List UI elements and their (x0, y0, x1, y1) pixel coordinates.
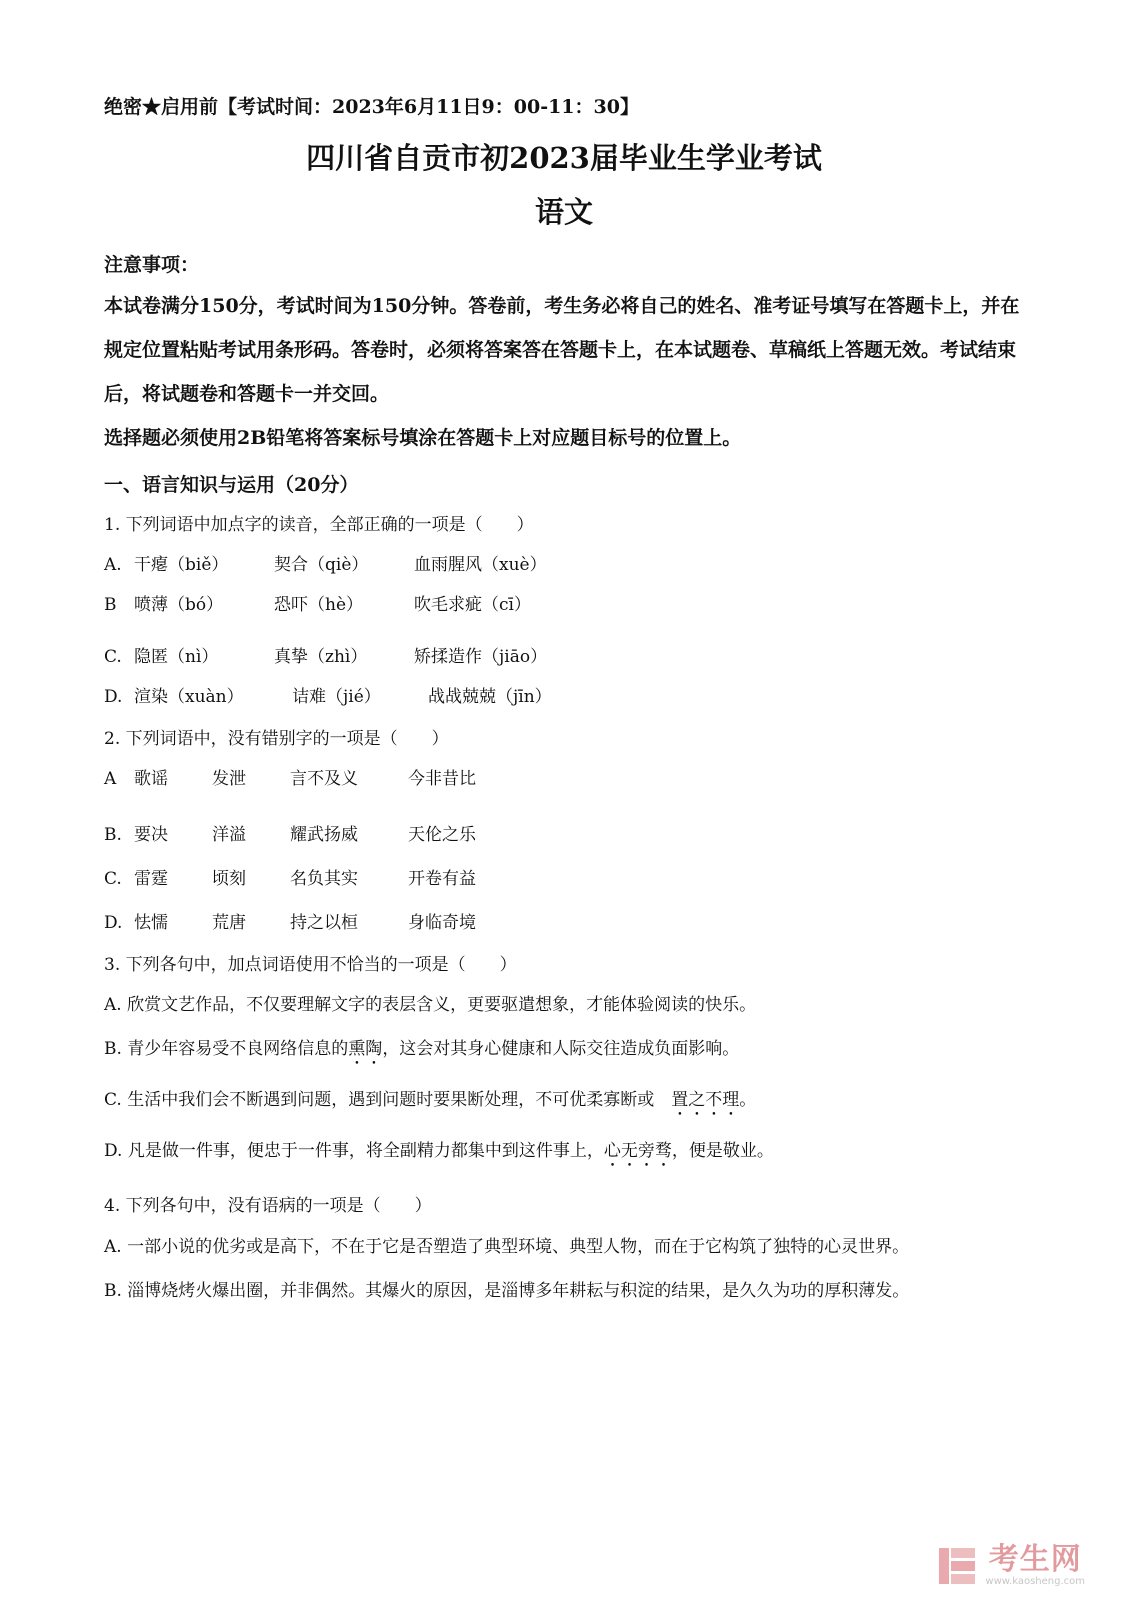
option-item: 名负其实 (290, 869, 358, 889)
option-text: ，便是敬业。 (671, 1141, 774, 1161)
q1-option-c (104, 644, 1024, 670)
kaosheng-logo-icon (937, 1544, 977, 1588)
option-item: 身临奇境 (408, 913, 476, 933)
confidential-line: 绝密★启用前【考试时间：2023年6月11日9：00-11：30】 (104, 96, 639, 118)
dotted-term: 熏陶 (348, 1039, 383, 1059)
option-text: 。 (739, 1090, 757, 1110)
q2-option-a (104, 766, 1024, 792)
option-item: 持之以桓 (290, 913, 358, 933)
option-text: D. 凡是做一件事，便忠于一件事，将全副精力都集中到这件事上， (104, 1141, 604, 1161)
question-3-stem: 3. 下列各句中，加点词语使用不恰当的一项是（ ） (104, 955, 517, 975)
option-text: ，这会对其身心健康和人际交往造成负面影响。 (382, 1039, 740, 1059)
option-label: A (104, 769, 117, 789)
option-label: D. (104, 913, 123, 933)
option-item: 耀武扬威 (290, 825, 358, 845)
option-item: 血雨腥风（xuè） (414, 555, 547, 575)
option-item: 恐吓（hè） (274, 595, 364, 615)
q2-option-b (104, 822, 1024, 848)
option-item: 洋溢 (212, 825, 246, 845)
option-item: 吹毛求疵（cī） (414, 595, 531, 615)
option-item: 顷刻 (212, 869, 246, 889)
option-item: 真挚（zhì） (274, 647, 368, 667)
q3-option-a: A. 欣赏文艺作品，不仅要理解文字的表层含义，更要驱遣想象，才能体验阅读的快乐。 (104, 995, 757, 1015)
option-item: 喷薄（bó） (134, 595, 224, 615)
dotted-term: 心无旁骛 (603, 1141, 672, 1161)
option-text: B. 青少年容易受不良网络信息的 (104, 1039, 349, 1059)
option-item: 雷霆 (134, 869, 168, 889)
q4-option-b: B. 淄博烧烤火爆出圈，并非偶然。其爆火的原因，是淄博多年耕耘与积淀的结果，是久久为功的厚积薄发。 (104, 1281, 910, 1301)
watermark-brand: 考生网 (988, 1542, 1082, 1577)
option-label: B. (104, 825, 122, 845)
option-label: D. (104, 687, 123, 707)
question-4-stem: 4. 下列各句中，没有语病的一项是（ ） (104, 1196, 432, 1216)
option-item: 隐匿（nì） (134, 647, 219, 667)
option-item: 干瘪（biě） (134, 555, 229, 575)
notice-heading: 注意事项： (104, 254, 200, 276)
watermark-text (985, 1544, 1085, 1588)
section-title: 一、语言知识与运用（20分） (104, 474, 359, 496)
option-item: 渲染（xuàn） (134, 687, 244, 707)
option-item: 怯懦 (134, 913, 168, 933)
q1-option-d (104, 684, 1024, 710)
exam-title: 四川省自贡市初2023届毕业生学业考试 (306, 141, 822, 175)
watermark (937, 1544, 1085, 1588)
option-item: 开卷有益 (408, 869, 476, 889)
notice-paragraph-1: 本试卷满分150分，考试时间为150分钟。答卷前，考生务必将自己的姓名、准考证号填写在答题卡上，并在规定位置粘贴考试用条形码。答卷时，必须将答案答在答题卡上，在本试题卷、草稿纸上答题无效。考试结束后，将试题卷和答题卡一并交回。 (104, 295, 1020, 405)
option-item: 矫揉造作（jiāo） (414, 647, 548, 667)
option-label: A. (104, 555, 122, 575)
q3-option-b (104, 1036, 1024, 1069)
option-item: 荒唐 (212, 913, 246, 933)
option-item: 诘难（jié） (292, 687, 381, 707)
exam-page (104, 92, 1024, 1313)
q3-option-d (104, 1138, 1024, 1171)
option-item: 要决 (134, 825, 168, 845)
subject-title: 语文 (534, 195, 593, 229)
option-item: 言不及义 (290, 769, 358, 789)
option-item: 战战兢兢（jīn） (428, 687, 552, 707)
option-text: C. 生活中我们会不断遇到问题，遇到问题时要果断处理，不可优柔寡断或 (104, 1090, 672, 1110)
question-2-stem: 2. 下列词语中，没有错别字的一项是（ ） (104, 729, 449, 749)
q1-option-b (104, 592, 1024, 618)
q2-option-c (104, 866, 1024, 892)
watermark-url: www.kaosheng.com (985, 1576, 1085, 1587)
q2-option-d (104, 910, 1024, 936)
option-item: 契合（qiè） (274, 555, 369, 575)
option-item: 歌谣 (134, 769, 168, 789)
question-1-stem: 1. 下列词语中加点字的读音，全部正确的一项是（ ） (104, 515, 534, 535)
q3-option-c (104, 1087, 1024, 1120)
option-item: 天伦之乐 (408, 825, 476, 845)
option-label: B (104, 595, 117, 615)
dotted-term: 置之不理 (671, 1090, 740, 1110)
q1-option-a (104, 552, 1024, 578)
option-item: 发泄 (212, 769, 246, 789)
option-label: C. (104, 647, 122, 667)
q4-option-a: A. 一部小说的优劣或是高下，不在于它是否塑造了典型环境、典型人物，而在于它构筑了独特的心灵世界。 (104, 1237, 910, 1257)
option-label: C. (104, 869, 122, 889)
option-item: 今非昔比 (408, 769, 476, 789)
notice-paragraph-2: 选择题必须使用2B铅笔将答案标号填涂在答题卡上对应题目标号的位置上。 (104, 427, 742, 449)
